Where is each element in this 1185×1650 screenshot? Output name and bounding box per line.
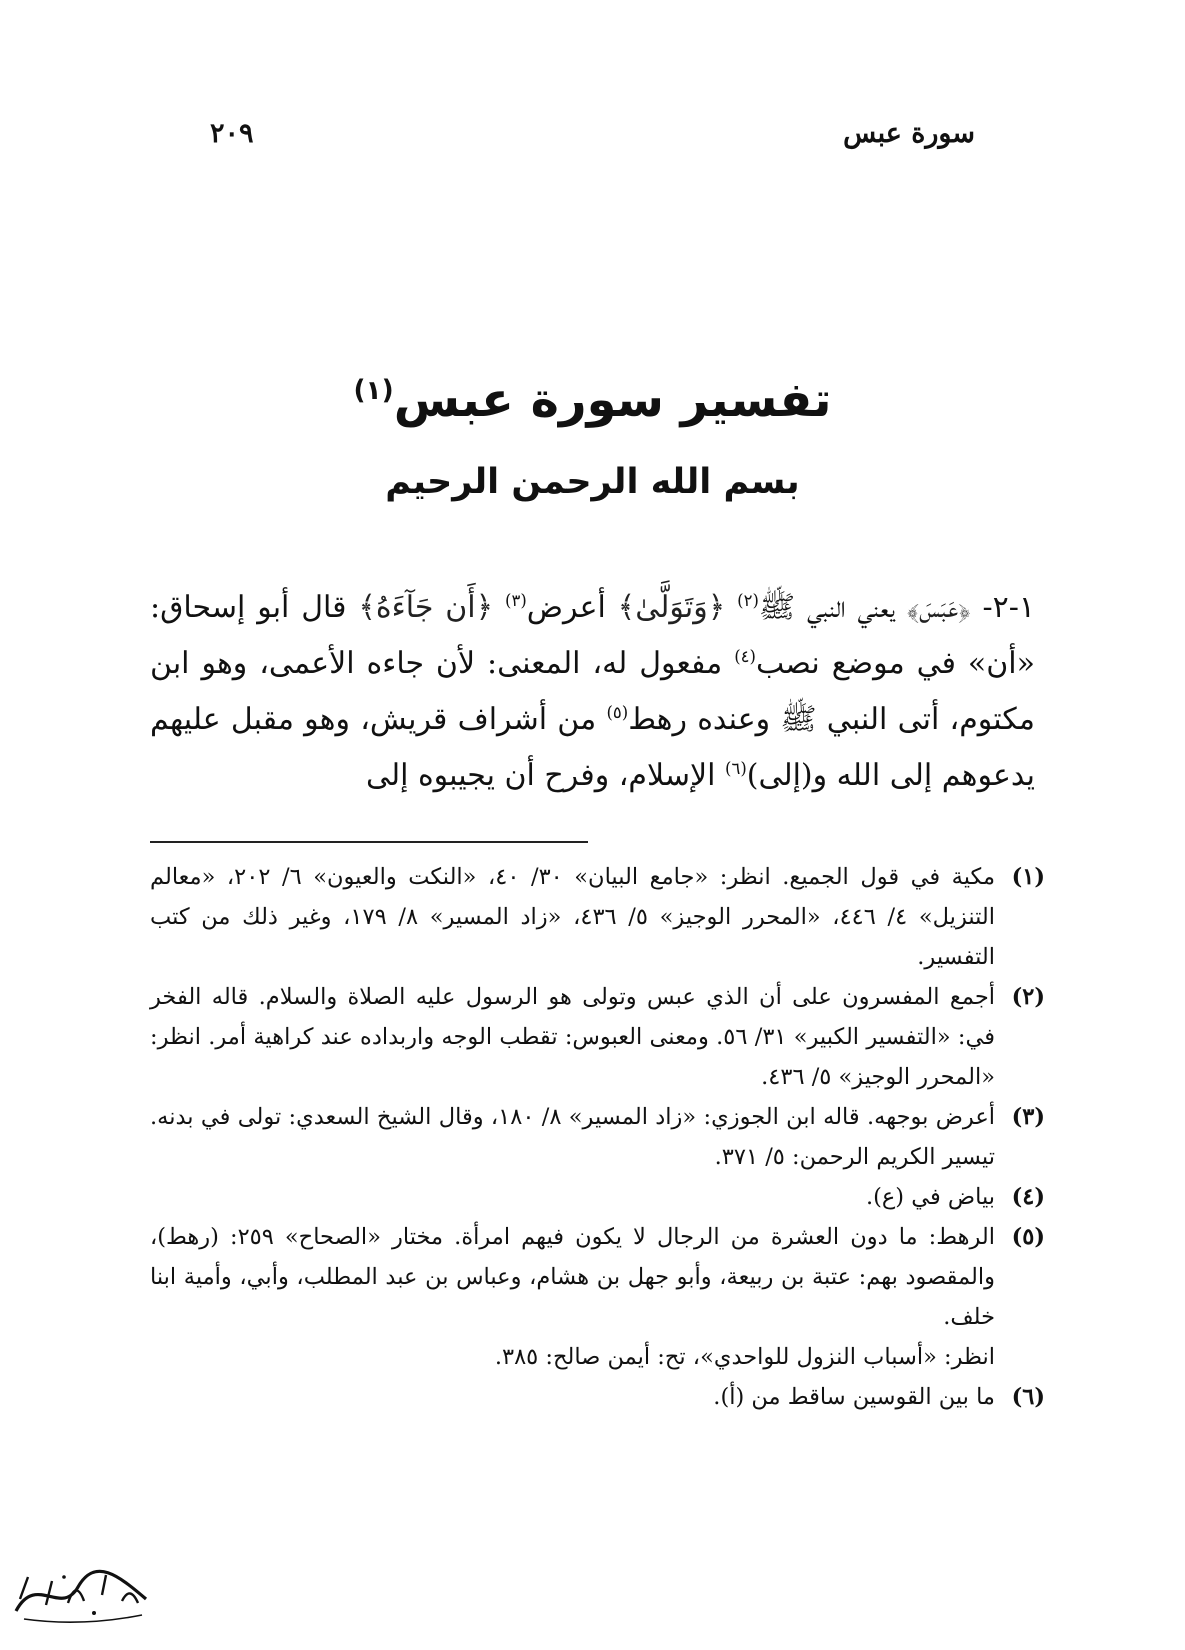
verse-number: ١-٢- — [982, 590, 1035, 625]
footnote — [150, 1097, 1045, 1177]
library-stamp-logo — [6, 1565, 156, 1629]
commentary-text: يعني النبي ﷺ — [758, 590, 907, 625]
footnote — [150, 1177, 1045, 1217]
commentary-text: مفعول له، المعنى: لأن جاءه الأعمى، وهو ابن مكتوم، أتى النبي ﷺ وعنده رهط — [150, 646, 1035, 737]
footnote — [150, 977, 1045, 1097]
commentary-text: قال أبو إسحاق: «أن» في موضع نصب — [150, 590, 1035, 681]
footnote-extra-line: انظر: «أسباب النزول للواحدي»، تح: أيمن صالح: ٣٨٥. — [494, 1344, 995, 1370]
commentary-text: من أشراف قريش، وهو مقبل عليهم يدعوهم إلى الله و(إلى) — [150, 702, 1035, 793]
footnotes — [150, 857, 1045, 1417]
commentary-text: الإسلام، وفرح أن يجيبوه إلى — [365, 758, 725, 793]
page-number: ٢٠٩ — [210, 118, 254, 149]
footnote — [150, 1217, 1045, 1337]
sura-title — [150, 372, 1035, 428]
footnote-number: (٦) — [1011, 1384, 1045, 1410]
footnote-ref: (٦) — [725, 759, 747, 778]
footnote-text: بياض في (ع). — [865, 1184, 995, 1210]
footnote-text: ما بين القوسين ساقط من (أ). — [713, 1384, 995, 1410]
commentary-paragraph — [150, 580, 1035, 804]
sura-title-text: تفسير سورة عبس — [393, 372, 832, 428]
footnote-divider — [150, 841, 588, 843]
footnote-number: (٤) — [1011, 1184, 1045, 1210]
footnote-number: (٥) — [1011, 1224, 1045, 1250]
running-head-title: سورة عبس — [843, 118, 975, 149]
footnote-ref: (٢) — [737, 591, 759, 610]
footnote-text: مكية في قول الجميع. انظر: «جامع البيان» ٣٠/ ٤٠، «النكت والعيون» ٦/ ٢٠٢، «معالم التنزيل» ٤/ ٤٤٦، «المحرر الوجيز» ٥/ ٤٣٦، «زاد المسير» ٨/ ١٧٩، وغير ذلك من كتب التفسير. — [150, 864, 996, 970]
basmala: بسم الله الرحمن الرحيم — [385, 462, 800, 502]
footnote-ref: (٥) — [606, 703, 629, 722]
footnote-text: الرهط: ما دون العشرة من الرجال لا يكون فيهم امرأة. مختار «الصحاح» ٢٥٩: (رهط)، والمقصود بهم: عتبة بن ربيعة، وأبو جهل بن هشام، وعباس بن عبد المطلب، وأبي، وأمية ابنا خلف. — [150, 1224, 995, 1330]
footnote-ref: (٣) — [505, 591, 527, 610]
quran-quote: ﴿عَبَسَ﴾ — [906, 590, 971, 625]
quran-quote: ﴿أَن جَآءَهُ﴾ — [358, 590, 506, 625]
footnote-number: (٢) — [1011, 984, 1045, 1010]
commentary-text: أعرض — [526, 590, 618, 625]
footnote-number: (٣) — [1011, 1104, 1045, 1130]
footnote-number: (١) — [1011, 864, 1045, 890]
quran-quote: ﴿وَتَوَلَّىٰ﴾ — [617, 590, 738, 625]
footnote — [150, 1377, 1045, 1417]
footnote-text: أعرض بوجهه. قاله ابن الجوزي: «زاد المسير» ٨/ ١٨٠، وقال الشيخ السعدي: تولى في بدنه. تيسير الكريم الرحمن: ٥/ ٣٧١. — [150, 1104, 995, 1170]
footnote-text: أجمع المفسرون على أن الذي عبس وتولى هو الرسول عليه الصلاة والسلام. قاله الفخر في: «التفسير الكبير» ٣١/ ٥٦. ومعنى العبوس: تقطب الوجه واربداده عند كراهية أمر. انظر: «المحرر الوجيز» ٥/ ٤٣٦. — [150, 984, 995, 1090]
footnote-ref: (٤) — [734, 647, 756, 666]
footnote — [150, 857, 1045, 977]
footnote-ref: (١) — [353, 375, 394, 406]
